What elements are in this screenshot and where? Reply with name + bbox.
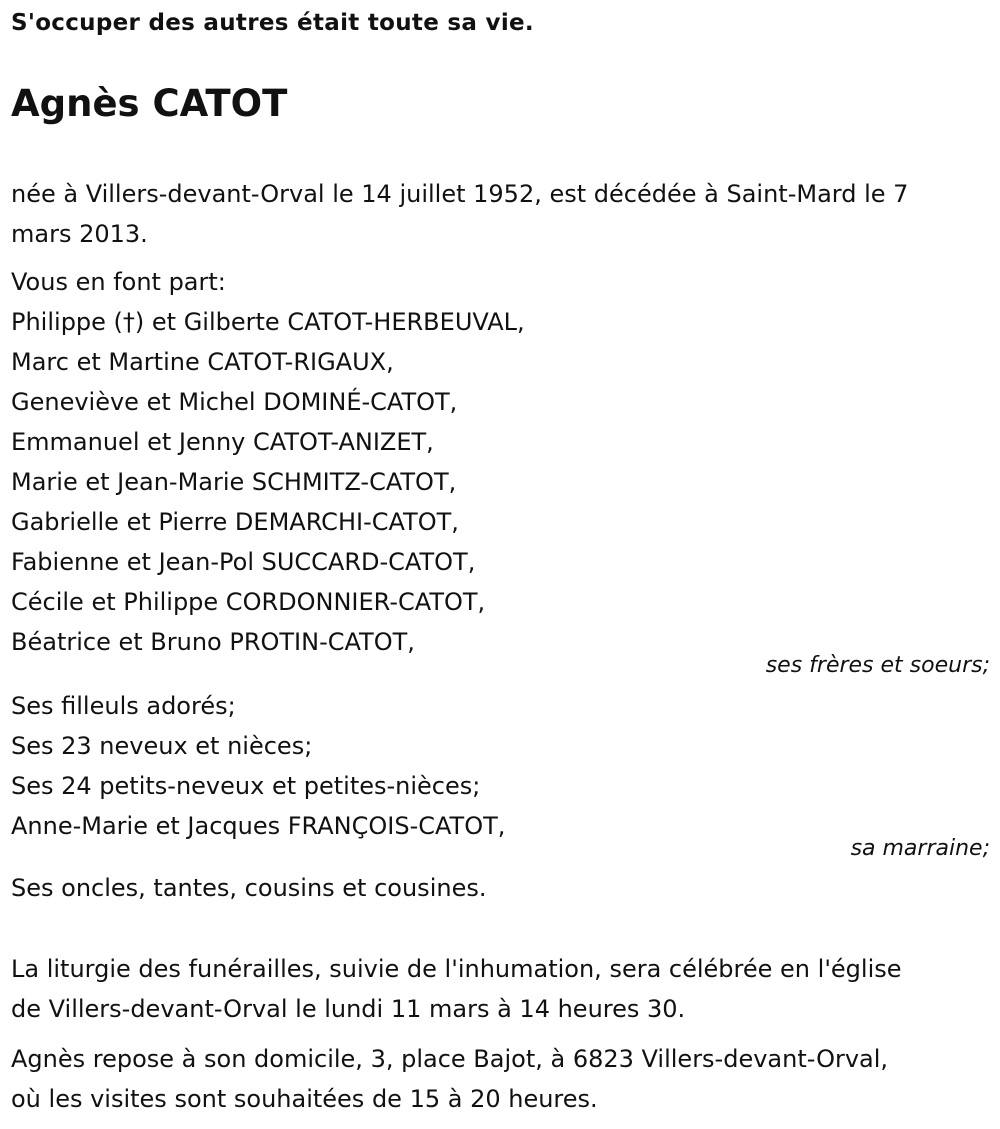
relative-line: Ses 23 neveux et nièces; [11,732,313,760]
relative-line: Anne-Marie et Jacques FRANÇOIS-CATOT, [11,812,506,840]
sibling-line: Fabienne et Jean-Pol SUCCARD-CATOT, [11,548,476,576]
birth-line-1: née à Villers-devant-Orval le 14 juillet 1952, est décédée à Saint-Mard le 7 [11,180,909,208]
birth-line-2: mars 2013. [11,220,148,248]
visitation-info [11,1039,990,1119]
announcement-intro: Vous en font part: [11,268,226,296]
other-relatives-list [11,686,990,846]
birth-death-info [11,174,990,254]
liturgy-line-1: La liturgie des funérailles, suivie de l'inhumation, sera célébrée en l'église [11,955,902,983]
sibling-line: Marie et Jean-Marie SCHMITZ-CATOT, [11,468,457,496]
extended-family-line: Ses oncles, tantes, cousins et cousines. [11,874,487,902]
visitation-line-1: Agnès repose à son domicile, 3, place Bajot, à 6823 Villers-devant-Orval, [11,1045,889,1073]
sibling-line: Marc et Martine CATOT-RIGAUX, [11,348,394,376]
sibling-line: Geneviève et Michel DOMINÉ-CATOT, [11,388,458,416]
visitation-line-2: où les visites sont souhaitées de 15 à 20 heures. [11,1085,598,1113]
relative-line: Ses filleuls adorés; [11,692,236,720]
siblings-list [11,262,990,662]
sibling-line: Béatrice et Bruno PROTIN-CATOT, [11,628,415,656]
godmother-relation: sa marraine; [850,836,990,861]
sibling-line: Gabrielle et Pierre DEMARCHI-CATOT, [11,508,459,536]
relative-line: Ses 24 petits-neveux et petites-nièces; [11,772,481,800]
sibling-line: Cécile et Philippe CORDONNIER-CATOT, [11,588,486,616]
tagline: S'occuper des autres était toute sa vie. [11,10,534,36]
sibling-line: Emmanuel et Jenny CATOT-ANIZET, [11,428,434,456]
liturgy-line-2: de Villers-devant-Orval le lundi 11 mars à 14 heures 30. [11,995,686,1023]
extended-family [11,868,990,908]
sibling-line: Philippe (†) et Gilberte CATOT-HERBEUVAL, [11,308,525,336]
deceased-name: Agnès CATOT [11,82,288,125]
liturgy-info [11,949,990,1029]
siblings-relation: ses frères et soeurs; [765,653,990,678]
